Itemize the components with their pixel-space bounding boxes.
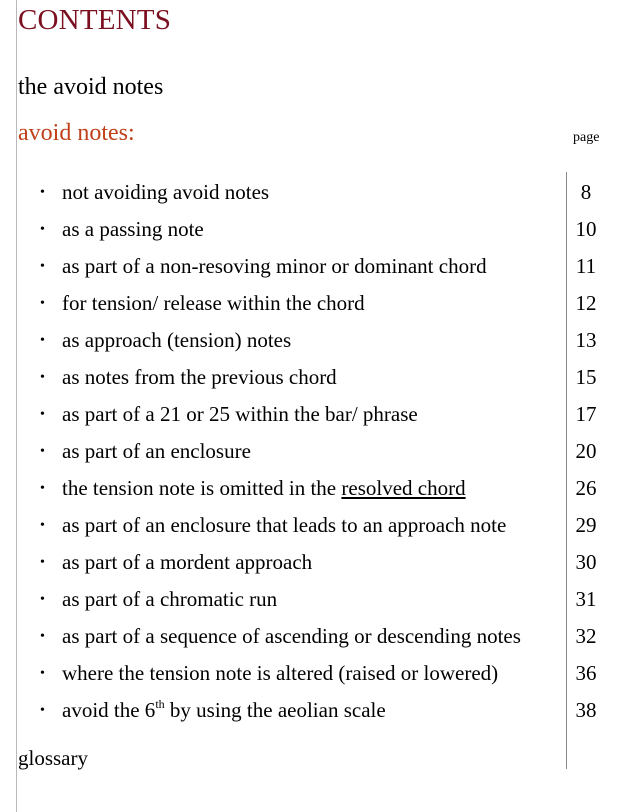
toc-entry-text: for tension/ release within the chord (62, 291, 365, 315)
underlined-term: resolved chord (341, 476, 466, 500)
toc-entry-page: 20 (575, 439, 597, 463)
toc-entry-text: as a passing note (62, 217, 204, 241)
toc-entry-text: as part of a 21 or 25 within the bar/ phrase (62, 402, 418, 426)
toc-entry-page: 32 (575, 624, 597, 648)
toc-entry-page: 13 (575, 328, 597, 352)
toc-entry[interactable] (0, 470, 628, 507)
toc-entry-page: 12 (575, 291, 597, 315)
toc-entry-page: 10 (575, 217, 597, 241)
bullet-icon: • (40, 592, 45, 607)
bullet-icon: • (40, 518, 45, 533)
toc-entry[interactable] (0, 285, 628, 322)
toc-entry[interactable] (0, 248, 628, 285)
toc-entry-text: as part of a sequence of ascending or descending notes (62, 624, 521, 648)
toc-entry[interactable] (0, 359, 628, 396)
toc-entry[interactable] (0, 211, 628, 248)
toc-entry-text (62, 470, 466, 507)
toc-entry-text: where the tension note is altered (raised or lowered) (62, 661, 499, 685)
bullet-icon: • (40, 555, 45, 570)
toc-entry[interactable] (0, 507, 628, 544)
bullet-icon: • (40, 666, 45, 681)
bullet-icon: • (40, 370, 45, 385)
toc-entry[interactable] (0, 174, 628, 211)
toc-entry-text: as part of a chromatic run (62, 587, 278, 611)
page-column-label: page (573, 130, 600, 145)
toc-entry-page: 8 (580, 180, 592, 204)
bullet-icon: • (40, 259, 45, 274)
toc-list (0, 174, 628, 729)
toc-entry-text: not avoiding avoid notes (62, 180, 270, 204)
bullet-icon: • (40, 481, 45, 496)
bullet-icon: • (40, 444, 45, 459)
bullet-icon: • (40, 407, 45, 422)
toc-entry-page: 29 (575, 513, 597, 537)
bullet-icon: • (40, 703, 45, 718)
toc-entry[interactable] (0, 581, 628, 618)
toc-entry[interactable] (0, 655, 628, 692)
toc-entry-page: 15 (575, 365, 597, 389)
toc-entry[interactable] (0, 322, 628, 359)
bullet-icon: • (40, 296, 45, 311)
page-title: CONTENTS (18, 4, 172, 36)
toc-entry[interactable] (0, 692, 628, 729)
toc-entry-text: as notes from the previous chord (62, 365, 337, 389)
bullet-icon: • (40, 222, 45, 237)
toc-entry-page: 31 (575, 587, 597, 611)
toc-entry-text (62, 692, 386, 729)
bullet-icon: • (40, 333, 45, 348)
section-title: the avoid notes (18, 74, 164, 100)
toc-entry-text: as part of a non-resoving minor or dominant chord (62, 254, 487, 278)
toc-entry-page: 17 (575, 402, 597, 426)
toc-entry-page: 26 (575, 476, 597, 500)
toc-entry[interactable] (0, 544, 628, 581)
toc-entry[interactable] (0, 618, 628, 655)
toc-entry-text-part: the tension note is omitted in the (62, 476, 342, 500)
toc-entry-text-part: by using the aeolian scale (164, 698, 386, 722)
subheading: avoid notes: (18, 120, 135, 146)
toc-entry-page: 11 (575, 254, 597, 278)
toc-entry-page: 30 (575, 550, 597, 574)
glossary-entry[interactable]: glossary (18, 746, 88, 770)
toc-entry-text: as part of an enclosure that leads to an approach note (62, 513, 507, 537)
toc-entry-text: as approach (tension) notes (62, 328, 292, 352)
toc-entry-page: 38 (575, 698, 597, 722)
toc-entry-text: as part of a mordent approach (62, 550, 313, 574)
toc-entry-text: as part of an enclosure (62, 439, 251, 463)
bullet-icon: • (40, 185, 45, 200)
toc-entry-page: 36 (575, 661, 597, 685)
toc-entry[interactable] (0, 433, 628, 470)
bullet-icon: • (40, 629, 45, 644)
toc-entry[interactable] (0, 396, 628, 433)
superscript: th (155, 697, 165, 711)
toc-entry-text-part: avoid the 6 (62, 698, 156, 722)
